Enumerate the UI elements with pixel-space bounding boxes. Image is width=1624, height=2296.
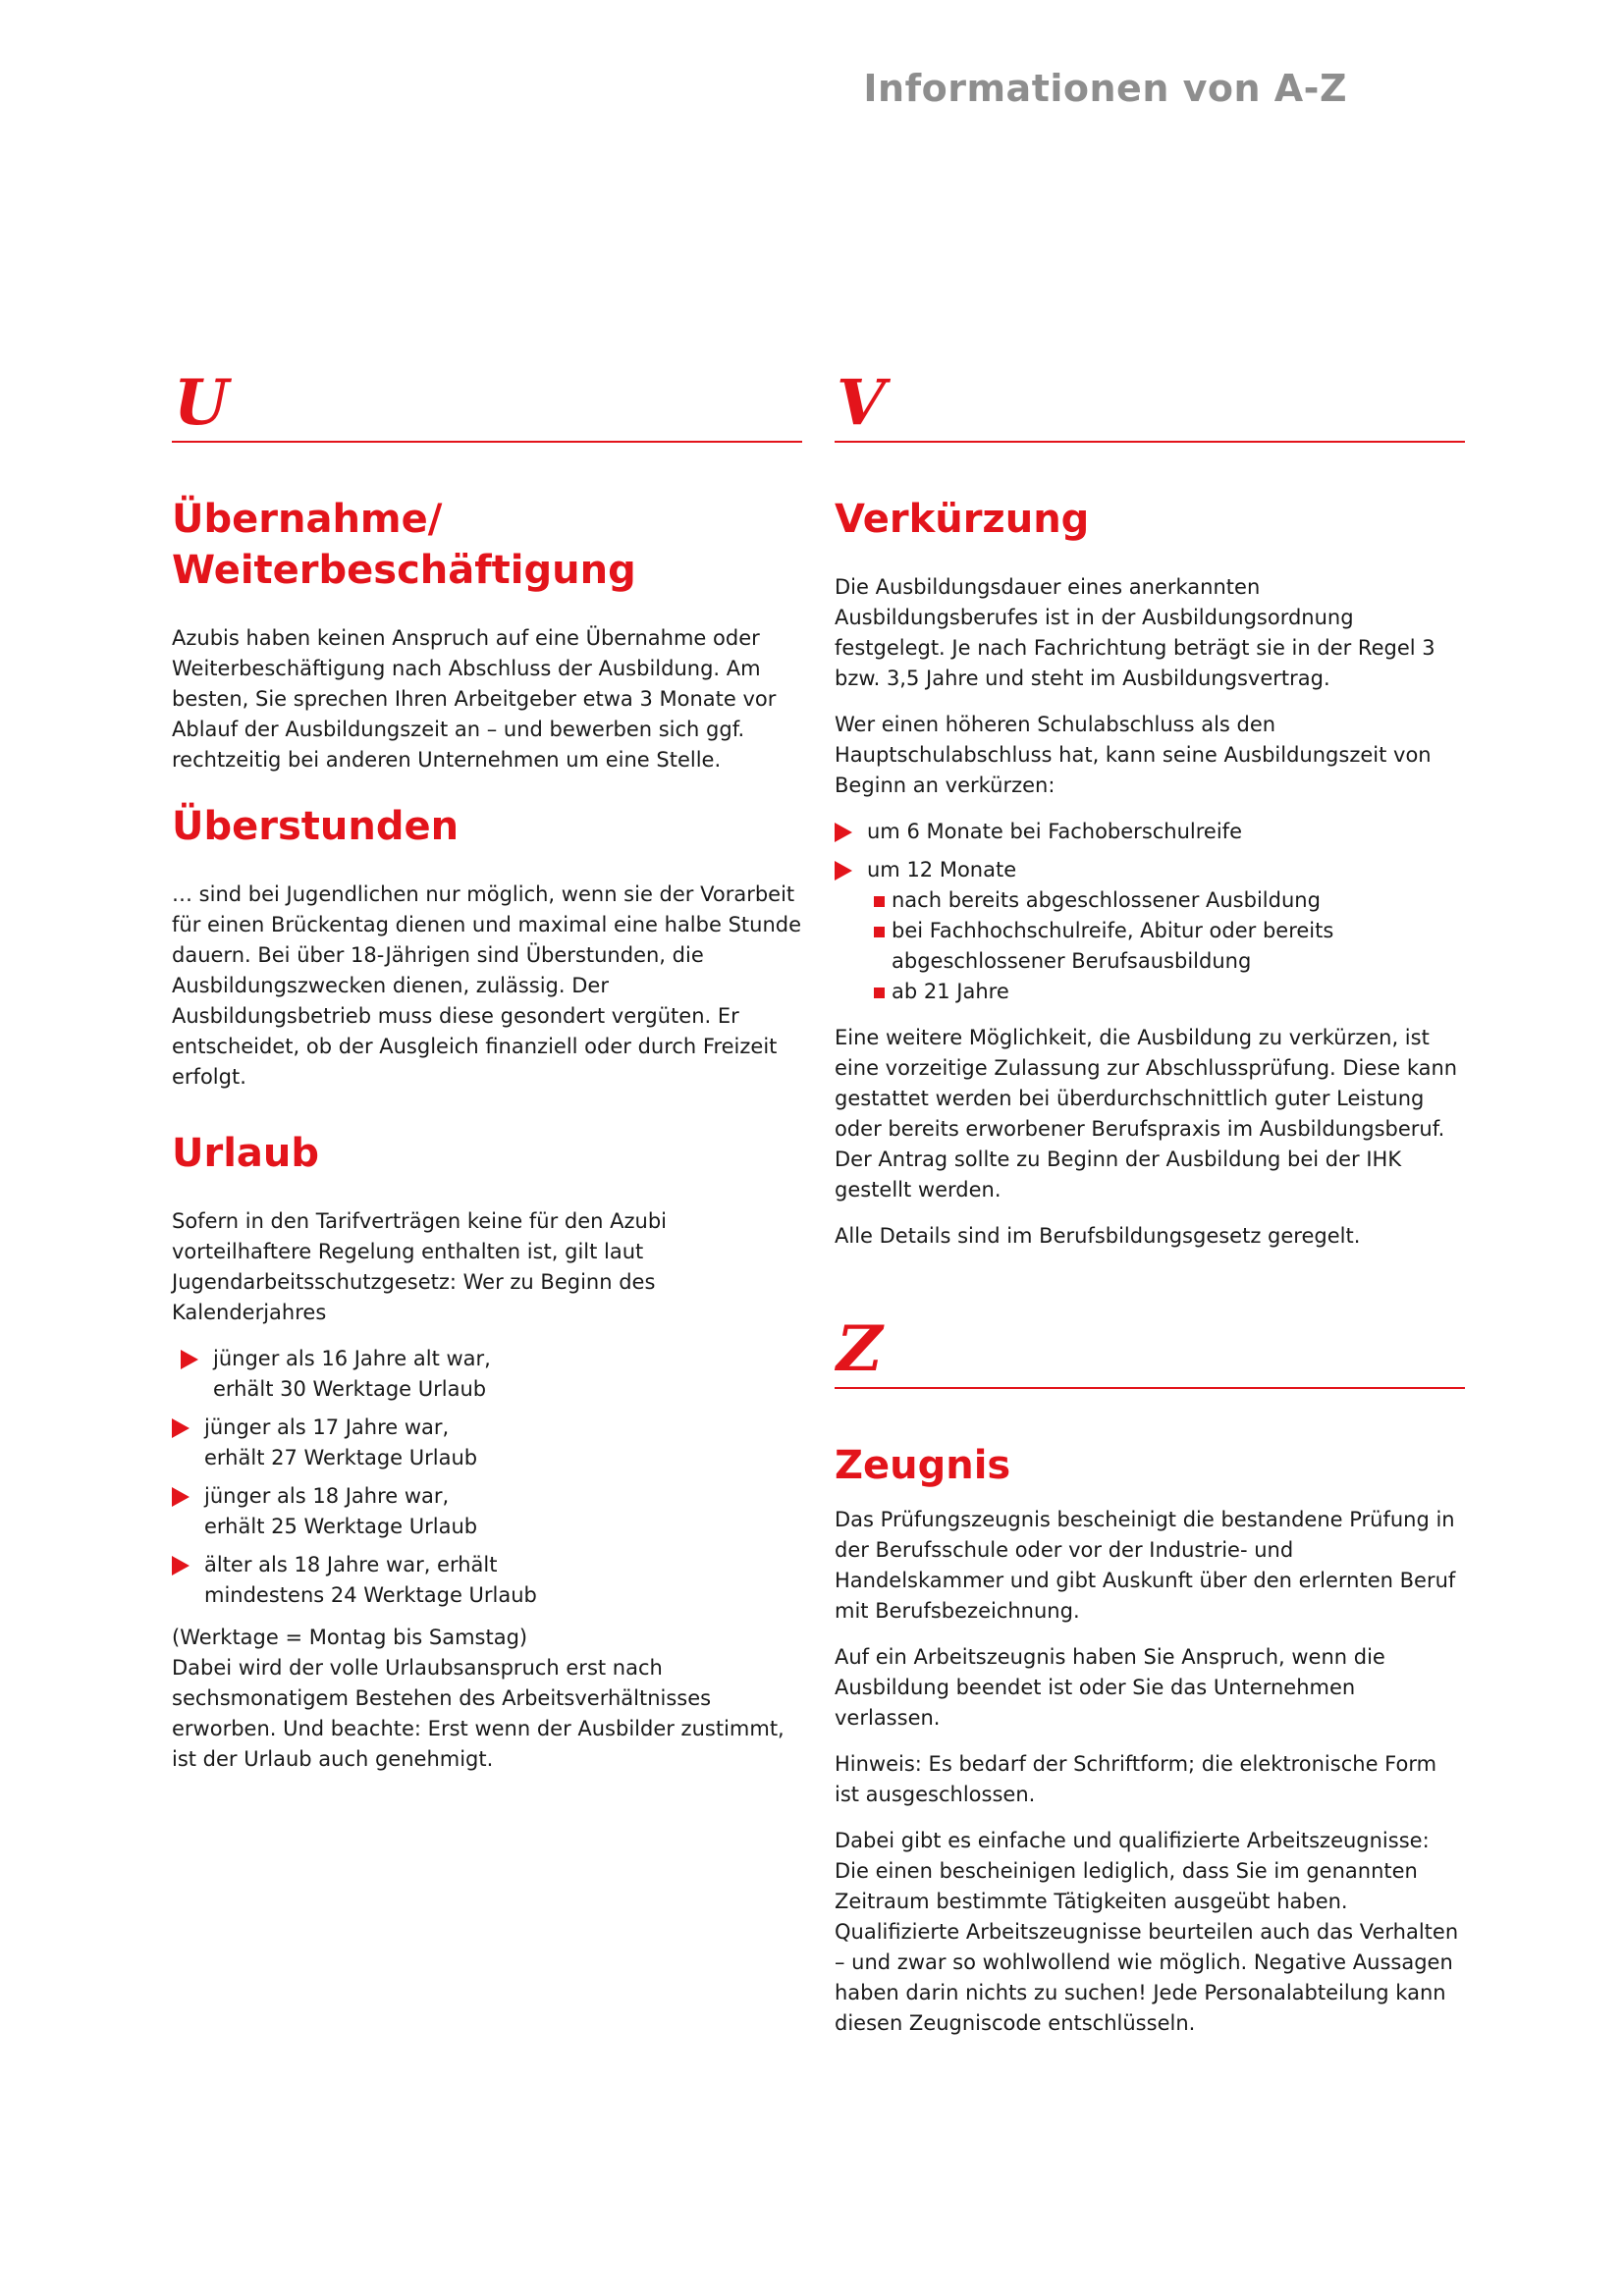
square-bullet-icon (874, 927, 885, 937)
section-zeugnis (835, 1440, 1465, 2039)
urlaub-item (172, 1413, 802, 1473)
urlaub-item-line1: jünger als 18 Jahre war, (204, 1484, 450, 1508)
triangle-bullet-icon (181, 1350, 198, 1369)
urlaub-item-line1: älter als 18 Jahre war, erhält (204, 1553, 498, 1576)
zeugnis-p3: Hinweis: Es bedarf der Schriftform; die elektronische Form ist ausgeschlossen. (835, 1752, 1437, 1806)
urlaub-item-line2: erhält 27 Werktage Urlaub (204, 1446, 478, 1469)
page-header-title: Informationen von A-Z (863, 67, 1347, 110)
verkuerzung-p1: Die Ausbildungsdauer eines anerkannten Ausbildungsberufes ist in der Ausbildungsordnung festgelegt. Je nach Fachrichtung beträgt sie in der Regel 3 bzw. 3,5 Jahre und steht im Ausbildungsvertrag. (835, 575, 1435, 690)
uebernahme-title-line2: Weiterbeschäftigung (172, 548, 636, 593)
urlaub-note: (Werktage = Montag bis Samstag) (172, 1626, 528, 1649)
verkuerzung-title: Verkürzung (835, 497, 1090, 542)
urlaub-item-line1: jünger als 17 Jahre war, (204, 1415, 450, 1439)
ueberstunden-text: … sind bei Jugendlichen nur möglich, wenn sie der Vorarbeit für einen Brückentag dienen und maximal eine halbe Stunde dauern. Bei über 18-Jährigen sind Überstunden, die Ausbildungszwecken dienen, zulässig. Der Ausbildungsbetrieb muss diese gesondert vergüten. Er entscheidet, ob der Ausgleich finanziell oder durch Freizeit erfolgt. (172, 882, 802, 1089)
section-ueberstunden (172, 801, 802, 1093)
verkuerzung-subitem-text: ab 21 Jahre (892, 980, 1009, 1003)
verkuerzung-item (835, 855, 1465, 885)
verkuerzung-item (835, 817, 1465, 847)
verkuerzung-p2: Wer einen höheren Schulabschluss als den Hauptschulabschluss hat, kann seine Ausbildungszeit von Beginn an verkürzen: (835, 713, 1432, 797)
urlaub-item (172, 1481, 802, 1542)
urlaub-intro: Sofern in den Tarifverträgen keine für den Azubi vorteilhaftere Regelung enthalten ist, gilt laut Jugendarbeitsschutzgesetz: Wer zu Beginn des Kalenderjahres (172, 1209, 668, 1324)
square-bullet-icon (874, 988, 885, 998)
zeugnis-p2: Auf ein Arbeitszeugnis haben Sie Anspruch, wenn die Ausbildung beendet ist oder Sie das Unternehmen verlassen. (835, 1645, 1385, 1730)
verkuerzung-subitem (835, 885, 1465, 916)
uebernahme-title (172, 494, 802, 596)
letter-u-block (172, 368, 802, 443)
verkuerzung-subitem (835, 977, 1465, 1007)
uebernahme-title-line1: Übernahme/ (172, 497, 443, 542)
right-column (835, 368, 1465, 2064)
verkuerzung-subitem-text: bei Fachhochschulreife, Abitur oder bereits abgeschlossener Berufsausbildung (892, 919, 1334, 973)
letter-v: V (837, 366, 886, 440)
verkuerzung-sublist (835, 885, 1465, 1007)
letter-u: U (174, 366, 229, 440)
urlaub-item-line2: mindestens 24 Werktage Urlaub (204, 1583, 537, 1607)
letter-z-block (835, 1314, 1465, 1389)
ueberstunden-title: Überstunden (172, 804, 460, 849)
zeugnis-p4: Dabei gibt es einfache und qualifizierte Arbeitszeugnisse: Die einen bescheinigen lediglich, dass Sie im genannten Zeitraum bestimmte Tätigkeiten ausgeübt haben. Qualifizierte Arbeitszeugnisse beurteilen auch das Verhalten – und zwar so wohlwollend wie möglich. Negative Aussagen haben darin nichts zu suchen! Jede Personalabteilung kann diesen Zeugniscode entschlüsseln. (835, 1829, 1459, 2035)
letter-z: Z (837, 1312, 883, 1386)
letter-z-rule (835, 1387, 1465, 1389)
verkuerzung-subitem (835, 916, 1465, 977)
urlaub-item-line1: jünger als 16 Jahre alt war, (213, 1347, 491, 1370)
letter-v-rule (835, 441, 1465, 443)
verkuerzung-p3: Eine weitere Möglichkeit, die Ausbildung zu verkürzen, ist eine vorzeitige Zulassung zur Abschlussprüfung. Diese kann gestattet werden bei überdurchschnittlich guter Leistung oder bereits erworbener Berufspraxis im Ausbildungsberuf. Der Antrag sollte zu Beginn der Ausbildung bei der IHK gestellt werden. (835, 1026, 1458, 1201)
zeugnis-title: Zeugnis (835, 1443, 1011, 1488)
section-urlaub (172, 1128, 802, 1775)
zeugnis-p1: Das Prüfungszeugnis bescheinigt die bestandene Prüfung in der Berufsschule oder vor der Industrie- und Handelskammer und gibt Auskunft über den erlernten Beruf mit Berufsbezeichnung. (835, 1508, 1456, 1623)
urlaub-item-line2: erhält 25 Werktage Urlaub (204, 1515, 478, 1538)
triangle-bullet-icon (172, 1418, 189, 1438)
urlaub-list (172, 1344, 802, 1611)
triangle-bullet-icon (835, 861, 852, 881)
urlaub-item (172, 1550, 802, 1611)
section-uebernahme (172, 494, 802, 775)
triangle-bullet-icon (172, 1487, 189, 1507)
triangle-bullet-icon (835, 823, 852, 842)
letter-u-rule (172, 441, 802, 443)
verkuerzung-item-text: um 6 Monate bei Fachoberschulreife (867, 820, 1242, 843)
verkuerzung-item-text: um 12 Monate (867, 858, 1017, 881)
verkuerzung-p4: Alle Details sind im Berufsbildungsgesetz geregelt. (835, 1224, 1361, 1248)
triangle-bullet-icon (172, 1556, 189, 1575)
urlaub-outro: Dabei wird der volle Urlaubsanspruch erst nach sechsmonatigem Bestehen des Arbeitsverhältnisses erworben. Und beachte: Erst wenn der Ausbilder zustimmt, ist der Urlaub auch genehmigt. (172, 1656, 785, 1771)
verkuerzung-subitem-text: nach bereits abgeschlossener Ausbildung (892, 888, 1321, 912)
verkuerzung-list (835, 817, 1465, 885)
letter-v-block (835, 368, 1465, 443)
left-column (172, 368, 802, 1800)
urlaub-item (172, 1344, 802, 1405)
urlaub-title: Urlaub (172, 1131, 320, 1176)
uebernahme-text: Azubis haben keinen Anspruch auf eine Übernahme oder Weiterbeschäftigung nach Abschluss der Ausbildung. Am besten, Sie sprechen Ihren Arbeitgeber etwa 3 Monate vor Ablauf der Ausbildungszeit an – und bewerben sich ggf. rechtzeitig bei anderen Unternehmen um eine Stelle. (172, 626, 777, 772)
urlaub-item-line2: erhält 30 Werktage Urlaub (213, 1377, 487, 1401)
square-bullet-icon (874, 896, 885, 907)
section-verkuerzung (835, 494, 1465, 1252)
